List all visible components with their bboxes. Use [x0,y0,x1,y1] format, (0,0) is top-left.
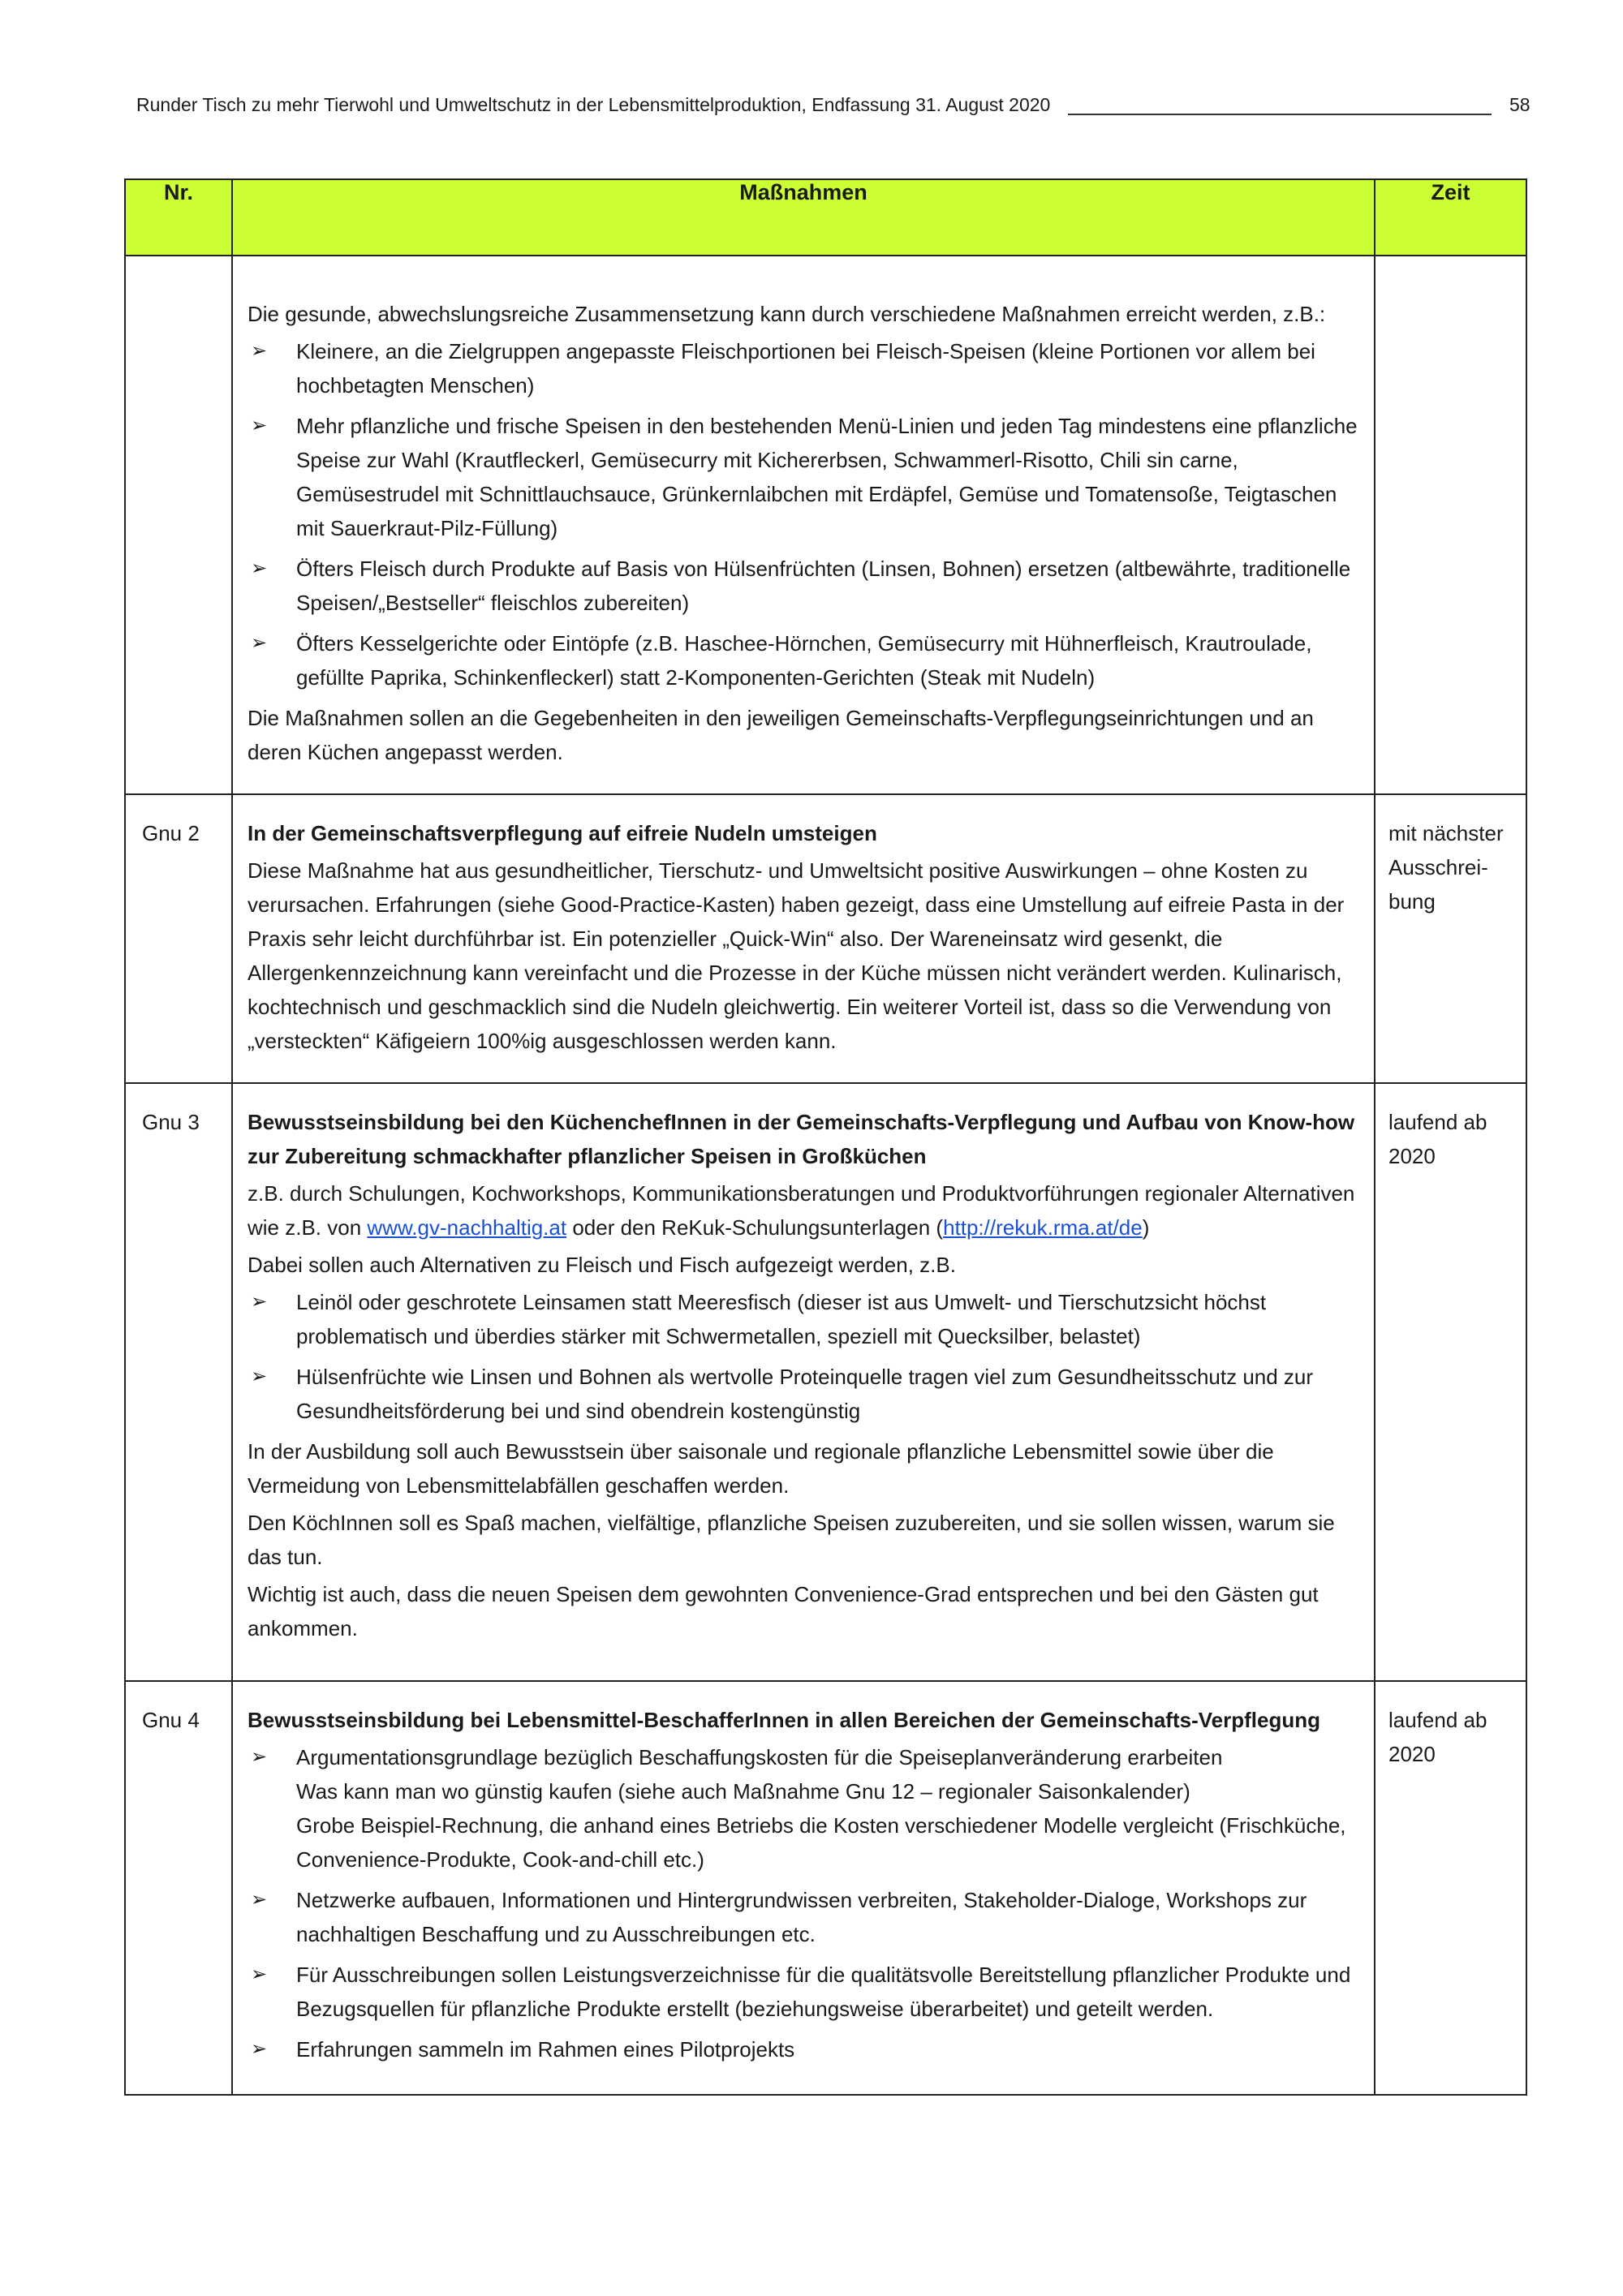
list-item-text: Leinöl oder geschrotete Leinsamen statt Meeresfisch (dieser ist aus Umwelt- und Tierschutzsicht höchst problematisch und überdies stärker mit Schwermetallen, speziell mit Quecksilber, belastet) [296,1290,1267,1348]
list-item [248,409,1359,545]
column-header-zeit: Zeit [1375,179,1526,256]
link-gv-nachhaltig[interactable]: www.gv-nachhaltig.at [367,1215,567,1240]
table-row [125,1083,1526,1681]
measure-paragraph: Wichtig ist auch, dass die neuen Speisen dem gewohnten Convenience-Grad entsprechen und bei den Gästen gut ankommen. [248,1582,1319,1640]
list-item-text: Hülsenfrüchte wie Linsen und Bohnen als wertvolle Proteinquelle tragen viel zum Gesundheitsschutz und zur Gesundheitsförderung bei und sind obendrein kostengünstig [296,1365,1314,1423]
arrow-bullet-icon: ➢ [251,632,268,654]
bullet-list [248,334,1359,694]
arrow-bullet-icon: ➢ [251,1746,268,1768]
list-item [248,1740,1359,1877]
cell-massnahmen [232,794,1375,1083]
list-item-text: Öfters Fleisch durch Produkte auf Basis von Hülsenfrüchten (Linsen, Bohnen) ersetzen (altbewährte, traditionelle Speisen/„Bestseller“ fleischlos zubereiten) [296,557,1351,615]
arrow-bullet-icon: ➢ [251,2038,268,2060]
text-segment: oder den ReKuk-Schulungsunterlagen ( [566,1215,944,1240]
cell-massnahmen [232,1083,1375,1681]
header-rule [1068,114,1492,115]
list-item [248,552,1359,620]
list-item-text: Argumentationsgrundlage bezüglich Beschaffungskosten für die Speiseplanveränderung erarbeiten [296,1745,1223,1769]
link-rekuk[interactable]: http://rekuk.rma.at/de [943,1215,1143,1240]
list-item-text: Netzwerke aufbauen, Informationen und Hintergrundwissen verbreiten, Stakeholder-Dialoge, Workshops zur nachhaltigen Beschaffung und zu Ausschreibungen etc. [296,1888,1307,1946]
list-item [248,1958,1359,2026]
cell-nr [125,256,232,794]
list-item [248,2032,1359,2066]
cell-zeit [1375,256,1526,794]
list-item [248,626,1359,694]
arrow-bullet-icon: ➢ [251,1291,268,1313]
list-item-text: Kleinere, an die Zielgruppen angepasste Fleischportionen bei Fleisch-Speisen (kleine Portionen vor allem bei hochbetagten Menschen) [296,339,1315,398]
page-header [136,89,1530,122]
list-item-text: Erfahrungen sammeln im Rahmen eines Pilotprojekts [296,2037,795,2062]
measure-paragraph: Den KöchInnen soll es Spaß machen, vielfältige, pflanzliche Speisen zuzubereiten, und sie sollen wissen, warum sie das tun. [248,1511,1335,1569]
text-segment: ) [1142,1215,1150,1240]
list-item [248,1285,1359,1353]
arrow-bullet-icon: ➢ [251,1889,268,1911]
arrow-bullet-icon: ➢ [251,415,268,436]
column-header-nr: Nr. [125,179,232,256]
bullet-list [248,1285,1359,1428]
arrow-bullet-icon: ➢ [251,1365,268,1387]
bullet-list [248,1740,1359,2066]
list-item [248,334,1359,402]
table-header-row [125,179,1526,256]
table-row [125,256,1526,794]
text-segment: z.B. durch Schulungen, Kochworkshops, Kommunikationsberatungen und Produktvorführungen regionaler Alternativen wie z.B. von [248,1181,1355,1240]
measure-body: Diese Maßnahme hat aus gesundheitlicher, Tierschutz- und Umweltsicht positive Auswirkungen – ohne Kosten zu verursachen. Erfahrungen (siehe Good-Practice-Kasten) haben gezeigt, dass eine Umstellung auf eifreie Pasta in der Praxis sehr leicht durchführbar ist. Ein potenzieller „Quick-Win“ also. Der Wareneinsatz wird gesenkt, die Allergenkennzeichnung kann vereinfacht und die Prozesse in der Küche müssen nicht verändert werden. Kulinarisch, kochtechnisch und geschmacklich sind die Nudeln gleichwertig. Ein weiterer Vorteil ist, dass so die Verwendung von „versteckten“ Käfigeiern 100%ig ausgeschlossen werden kann. [248,858,1345,1053]
cell-zeit: laufend ab 2020 [1375,1083,1526,1681]
page-number: 58 [1509,94,1530,115]
row-intro: Die gesunde, abwechslungsreiche Zusammensetzung kann durch verschiedene Maßnahmen erreicht werden, z.B.: [248,302,1326,326]
list-item-text: Für Ausschreibungen sollen Leistungsverzeichnisse für die qualitätsvolle Bereitstellung pflanzlicher Produkte und Bezugsquellen für pflanzliche Produkte erstellt (beziehungsweise überarbeitet) und geteilt werden. [296,1963,1351,2021]
measure-paragraph: In der Ausbildung soll auch Bewusstsein über saisonale und regionale pflanzliche Lebensmittel sowie über die Vermeidung von Lebensmittelabfällen geschaffen werden. [248,1439,1274,1498]
list-item-text: Was kann man wo günstig kaufen (siehe auch Maßnahme Gnu 12 – regionaler Saisonkalender) [296,1779,1190,1804]
measures-table [124,178,1527,2096]
cell-zeit: laufend ab 2020 [1375,1681,1526,2095]
list-item-text: Grobe Beispiel-Rechnung, die anhand eines Betriebs die Kosten verschiedener Modelle vergleicht (Frischküche, Convenience-Produkte, Cook-and-chill etc.) [296,1813,1346,1872]
cell-massnahmen [232,256,1375,794]
arrow-bullet-icon: ➢ [251,1963,268,1985]
list-item [248,1883,1359,1951]
cell-nr: Gnu 4 [125,1681,232,2095]
list-item-text: Mehr pflanzliche und frische Speisen in den bestehenden Menü-Linien und jeden Tag mindestens eine pflanzliche Speise zur Wahl (Krautfleckerl, Gemüsecurry mit Kichererbsen, Schwammerl-Risotto, Chili sin carne, Gemüsestrudel mit Schnittlauchsauce, Grünkernlaibchen mit Erdäpfel, Gemüse und Tomatensoße, Teigtaschen mit Sauerkraut-Pilz-Füllung) [296,414,1358,540]
measure-paragraph [248,1176,1359,1245]
document-title: Runder Tisch zu mehr Tierwohl und Umweltschutz in der Lebensmittelproduktion, Endfassung 31. August 2020 [136,94,1051,115]
cell-nr: Gnu 3 [125,1083,232,1681]
arrow-bullet-icon: ➢ [251,340,268,362]
cell-nr: Gnu 2 [125,794,232,1083]
measure-paragraph: Dabei sollen auch Alternativen zu Fleisch und Fisch aufgezeigt werden, z.B. [248,1253,956,1277]
cell-massnahmen [232,1681,1375,2095]
table-row [125,1681,1526,2095]
list-item-text: Öfters Kesselgerichte oder Eintöpfe (z.B. Haschee-Hörnchen, Gemüsecurry mit Hühnerfleisch, Krautroulade, gefüllte Paprika, Schinkenfleckerl) statt 2-Komponenten-Gerichten (Steak mit Nudeln) [296,631,1312,690]
row-outro: Die Maßnahmen sollen an die Gegebenheiten in den jeweiligen Gemeinschafts-Verpflegungseinrichtungen und an deren Küchen angepasst werden. [248,706,1314,764]
column-header-massnahmen: Maßnahmen [232,179,1375,256]
measure-heading: Bewusstseinsbildung bei Lebensmittel-BeschafferInnen in allen Bereichen der Gemeinschafts-Verpflegung [248,1708,1320,1732]
measure-heading: Bewusstseinsbildung bei den KüchenchefInnen in der Gemeinschafts-Verpflegung und Aufbau von Know-how zur Zubereitung schmackhafter pflanzlicher Speisen in Großküchen [248,1110,1355,1168]
list-item [248,1360,1359,1428]
cell-zeit: mit nächster Ausschrei-bung [1375,794,1526,1083]
table-row [125,794,1526,1083]
measure-heading: In der Gemeinschaftsverpflegung auf eifreie Nudeln umsteigen [248,821,877,845]
arrow-bullet-icon: ➢ [251,557,268,579]
